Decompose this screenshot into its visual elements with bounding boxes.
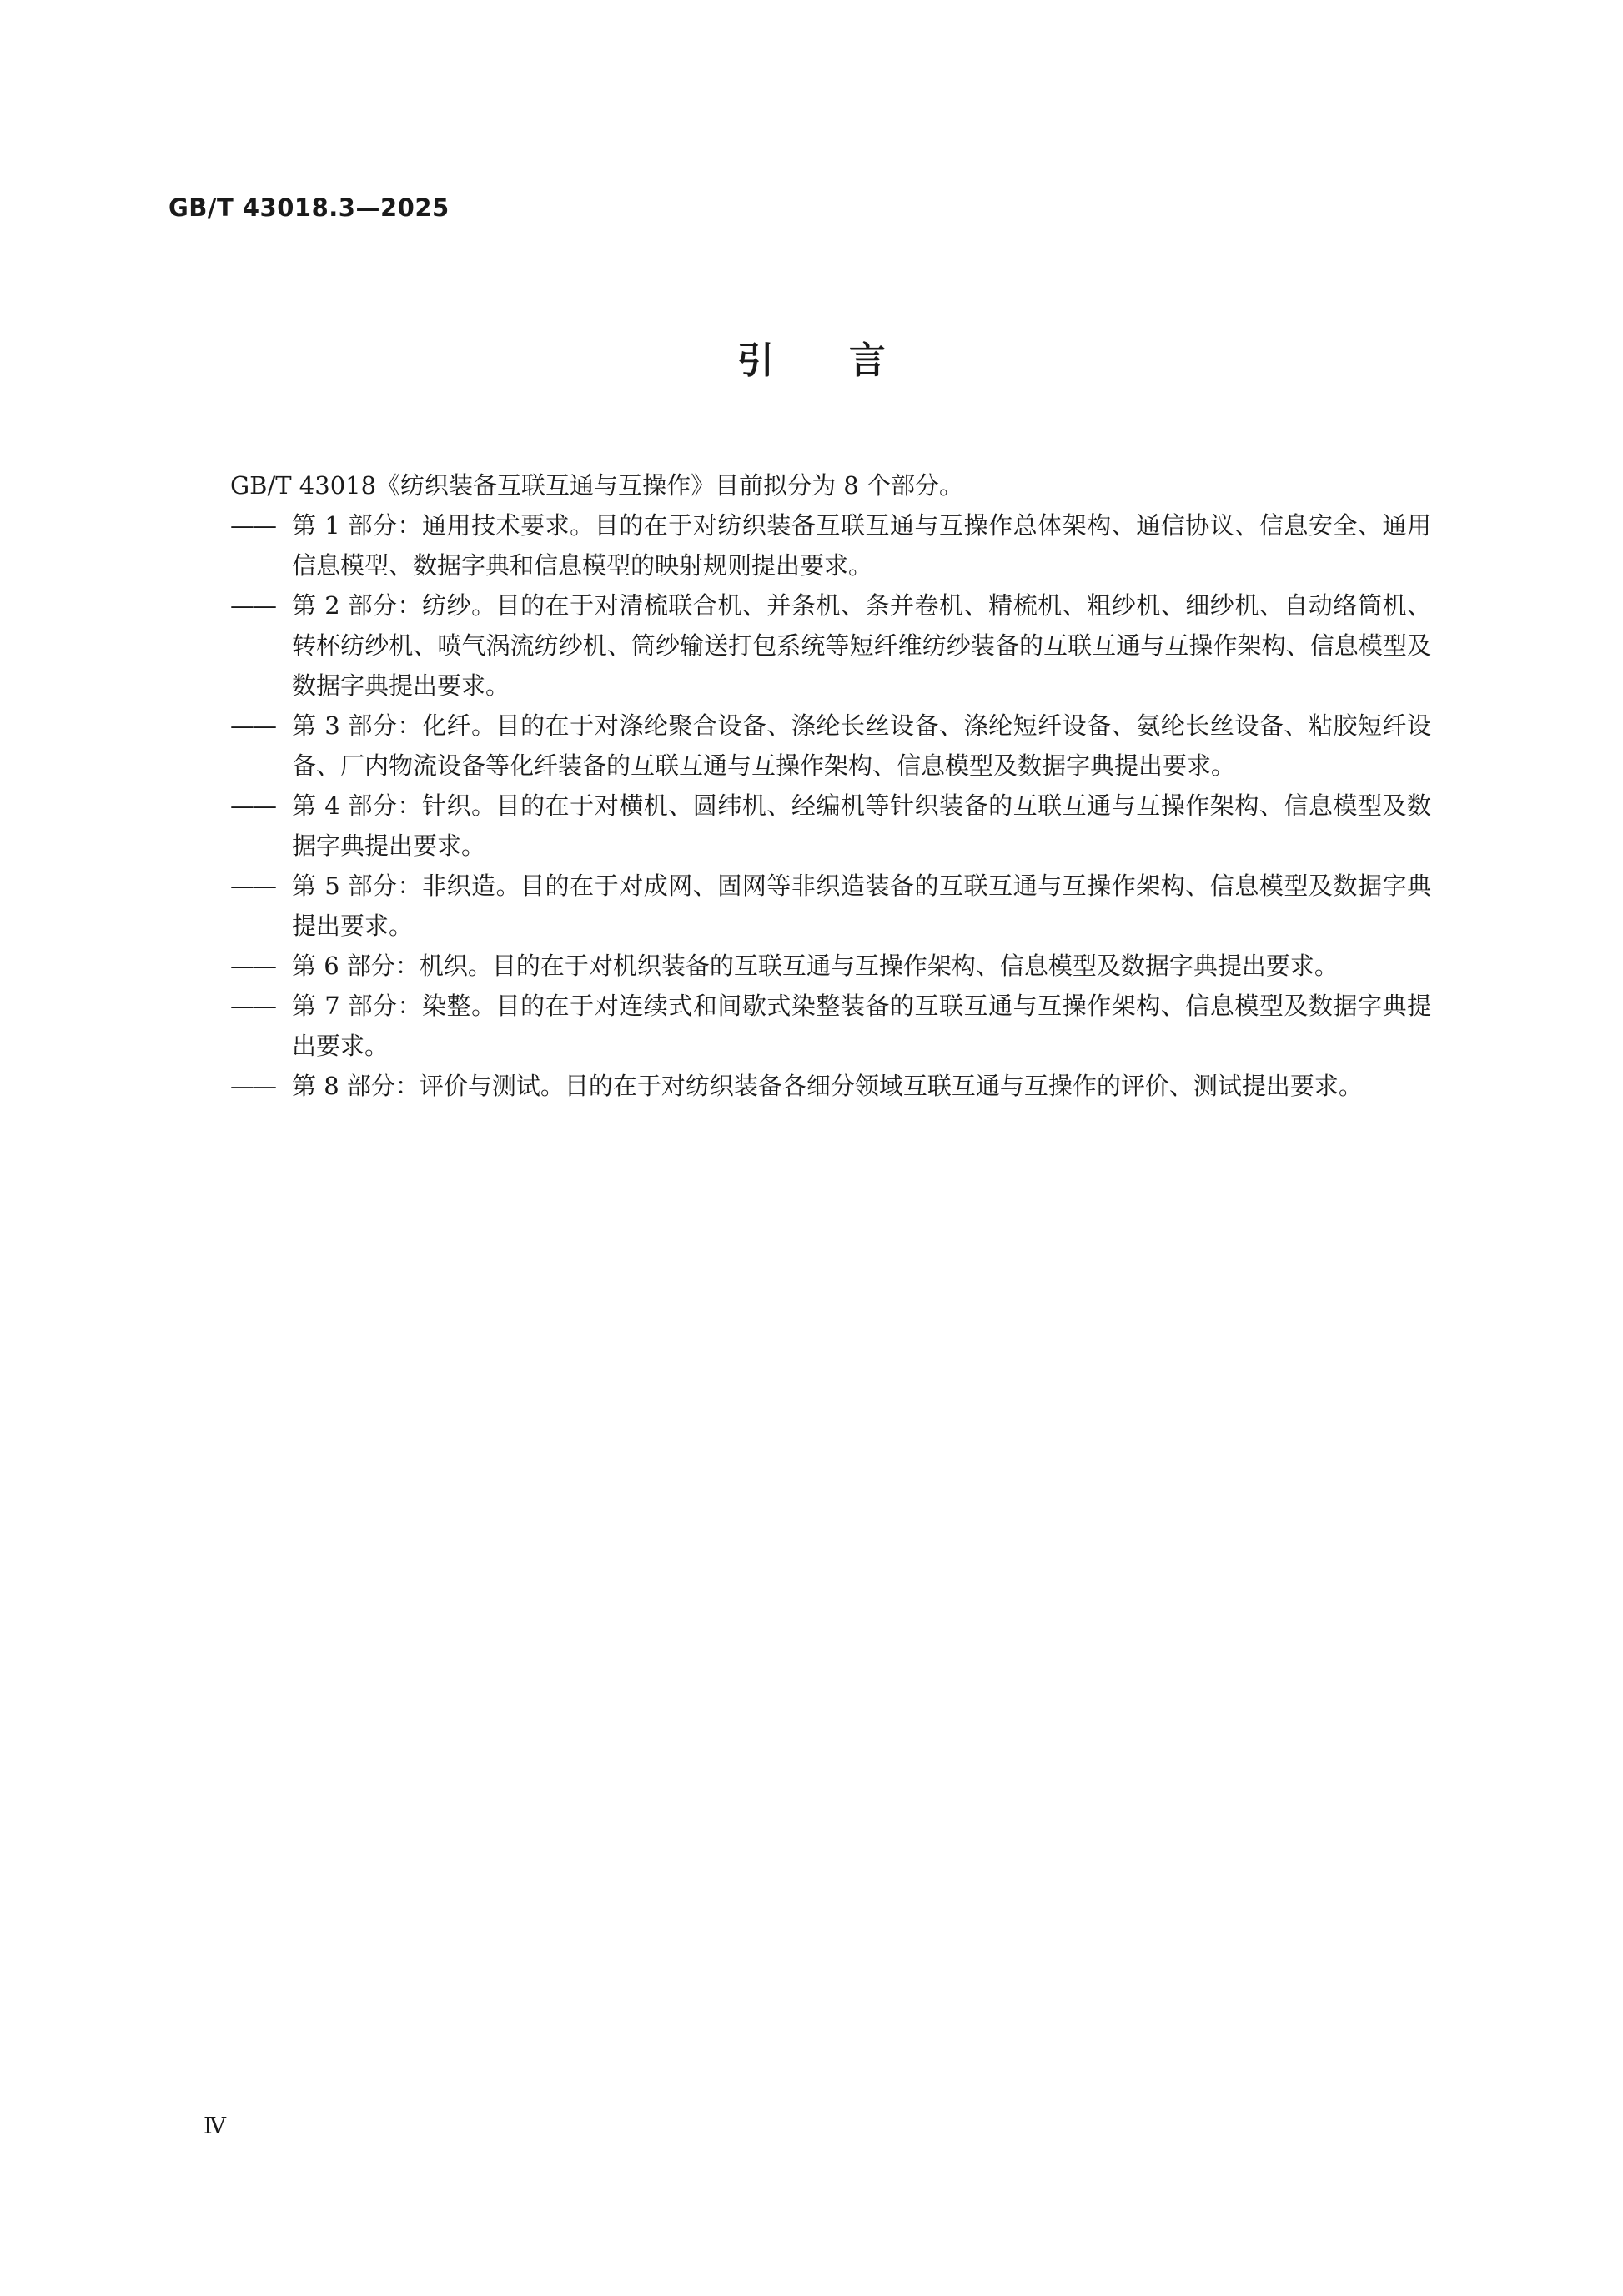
- part-description: 第 2 部分：纺纱。目的在于对清梳联合机、并条机、条并卷机、精梳机、粗纱机、细纱机、自动络筒机、转杯纺纱机、喷气涡流纺纱机、筒纱输送打包系统等短纤维纺纱装备的互联互通与互操作架构、信息模型及数据字典提出要求。: [292, 591, 1431, 700]
- part-description: 第 3 部分：化纤。目的在于对涤纶聚合设备、涤纶长丝设备、涤纶短纤设备、氨纶长丝设备、粘胶短纤设备、厂内物流设备等化纤装备的互联互通与互操作架构、信息模型及数据字典提出要求。: [292, 711, 1431, 780]
- em-dash-marker: ——: [230, 791, 275, 820]
- intro-paragraph: GB/T 43018《纺织装备互联互通与互操作》目前拟分为 8 个部分。: [230, 471, 963, 500]
- document-body: [230, 465, 1431, 1106]
- list-item-part-1: [230, 505, 1431, 585]
- list-item-part-7: [230, 986, 1431, 1066]
- list-item-part-8: [230, 1066, 1431, 1106]
- section-title: 引言: [737, 339, 961, 382]
- part-description: 第 6 部分：机织。目的在于对机织装备的互联互通与互操作架构、信息模型及数据字典提出要求。: [292, 952, 1339, 980]
- em-dash-marker: ——: [230, 511, 275, 540]
- list-item-part-4: [230, 786, 1431, 866]
- standard-code-header: GB/T 43018.3—2025: [168, 193, 450, 222]
- list-item-part-2: [230, 585, 1431, 706]
- parts-list: [230, 505, 1431, 1106]
- em-dash-marker: ——: [230, 992, 275, 1020]
- list-item-part-5: [230, 866, 1431, 946]
- em-dash-marker: ——: [230, 872, 275, 900]
- list-item-part-3: [230, 706, 1431, 786]
- part-description: 第 7 部分：染整。目的在于对连续式和间歇式染整装备的互联互通与互操作架构、信息模型及数据字典提出要求。: [292, 992, 1431, 1060]
- page-number: Ⅳ: [204, 2113, 226, 2139]
- part-description: 第 1 部分：通用技术要求。目的在于对纺织装备互联互通与互操作总体架构、通信协议、信息安全、通用信息模型、数据字典和信息模型的映射规则提出要求。: [292, 511, 1431, 580]
- part-description: 第 5 部分：非织造。目的在于对成网、固网等非织造装备的互联互通与互操作架构、信息模型及数据字典提出要求。: [292, 872, 1431, 940]
- em-dash-marker: ——: [230, 1072, 275, 1100]
- em-dash-marker: ——: [230, 711, 275, 740]
- part-description: 第 4 部分：针织。目的在于对横机、圆纬机、经编机等针织装备的互联互通与互操作架构、信息模型及数据字典提出要求。: [292, 791, 1431, 860]
- part-description: 第 8 部分：评价与测试。目的在于对纺织装备各细分领域互联互通与互操作的评价、测试提出要求。: [292, 1072, 1363, 1100]
- em-dash-marker: ——: [230, 591, 275, 620]
- em-dash-marker: ——: [230, 952, 275, 980]
- list-item-part-6: [230, 946, 1431, 986]
